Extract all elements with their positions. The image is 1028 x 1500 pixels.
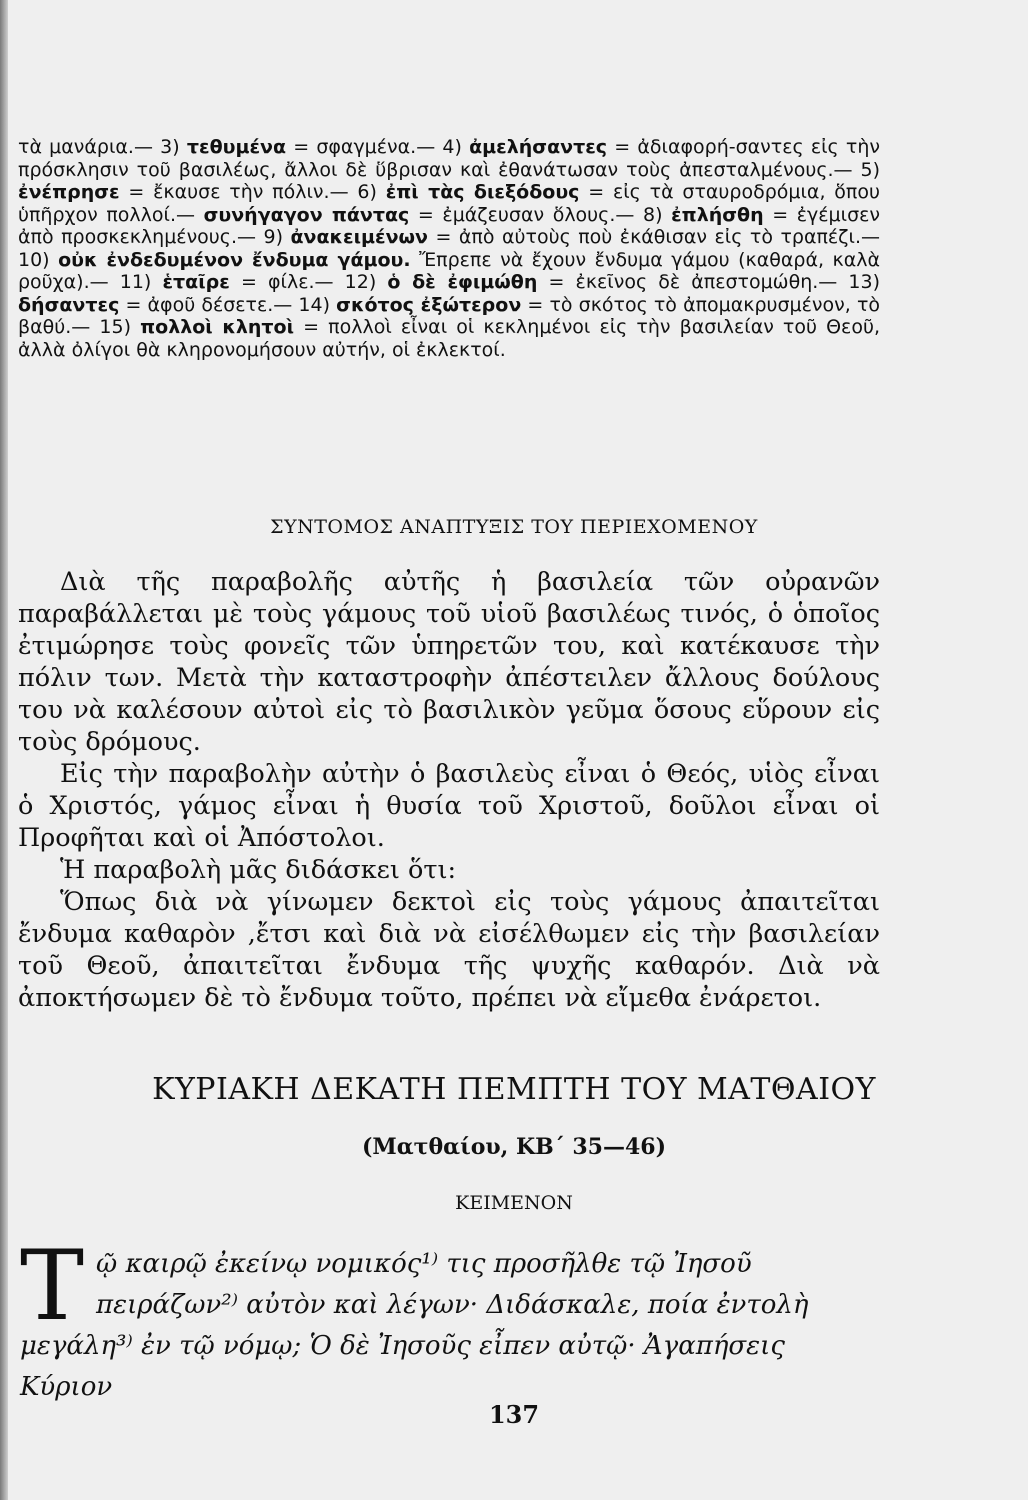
glossed-term: ὁ δὲ ἐφιμώθη [387,271,538,293]
glossed-term: ἐπὶ τὰς διεξόδους [385,181,580,203]
gloss-text: = ἀδιαφορή-σαντες εἰς τὴν πρόσκλησιν τοῦ βασιλέως, ἄλλοι δὲ ὕβρισαν καὶ ἐθανάτωσαν τοὺς ἀπεσταλμένους.— 5) [18,136,880,181]
summary-body [18,566,880,1014]
glossed-term: ἀμελήσαντες [469,136,608,158]
glossed-term: τεθυμένα [186,136,287,158]
glossed-term: δήσαντες [18,293,120,316]
gloss-text: = ἐγέμισεν ἀπὸ προσκεκλημένους.— 9) [18,203,880,248]
gloss-text: = εἰς τὰ σταυροδρόμια, ὅπου ὑπῆρχον πολλοί.— [18,181,880,226]
gospel-body: ῷ καιρῷ ἐκείνῳ νομικός¹⁾ τις προσῆλθε τῷ Ἰησοῦ πειράζων²⁾ αὐτὸν καὶ λέγων· Διδάσκαλε, ποία ἐντολὴ μεγάλη³⁾ ἐν τῷ νόμῳ; Ὁ δὲ Ἰησοῦς εἶπεν αὐτῷ· Ἀγαπήσεις Κύριον [20,1249,809,1402]
gloss-text: = ἀφοῦ δέσετε.— 14) [119,293,337,316]
summary-paragraph: Εἰς τὴν παραβολὴν αὐτὴν ὁ βασιλεὺς εἶναι ὁ Θεός, υἱὸς εἶναι ὁ Χριστός, γάμος εἶναι ἡ θυσία τοῦ Χριστοῦ, δοῦλοι εἶναι οἱ Προφῆται καὶ οἱ Ἀπόστολοι. [18,759,880,853]
gloss-text: τὰ μανάρια.— 3) [18,136,187,158]
gloss-text: = πολλοὶ εἶναι οἱ κεκλημένοι εἰς τὴν βασιλείαν τοῦ Θεοῦ, ἀλλὰ ὀλίγοι θὰ κληρονομήσουν αὐτήν, οἱ ἐκλεκτοί. [18,316,880,361]
gloss-text: = ἐκεῖνος δὲ ἀπεστομώθη.— 13) [537,271,881,293]
summary-paragraph: Ὅπως διὰ νὰ γίνωμεν δεκτοὶ εἰς τοὺς γάμους ἀπαιτεῖται ἔνδυμα καθαρὸν ,ἔτσι καὶ διὰ νὰ εἰσέλθωμεν εἰς τὴν βασιλείαν τοῦ Θεοῦ, ἀπαιτεῖται ἔνδυμα τῆς ψυχῆς καθαρόν. Διὰ νὰ ἀποκτήσωμεν δὲ τὸ ἔνδυμα τοῦτο, πρέπει νὰ εἴμεθα ἐνάρετοι. [18,887,880,1013]
glossed-term: πολλοὶ κλητοὶ [140,316,295,338]
summary-title: ΣΥΝΤΟΜΟΣ ΑΝΑΠΤΥΞΙΣ ΤΟΥ ΠΕΡΙΕΧΟΜΕΝΟΥ [270,516,758,538]
page-binding-edge [0,0,8,1500]
gloss-text: = ἐμάζευσαν ὅλους.— 8) [409,203,672,226]
explanatory-notes [18,136,880,361]
gospel-reference: (Ματθαίου, ΚΒ΄ 35—46) [361,1134,666,1160]
chapter-title: ΚΥΡΙΑΚΗ ΔΕΚΑΤΗ ΠΕΜΠΤΗ ΤΟΥ ΜΑΤΘΑΙΟΥ [152,1072,876,1107]
gloss-text: = φίλε.— 12) [229,271,388,293]
gloss-text: = σφαγμένα.— 4) [286,136,470,158]
gloss-text: = ἀπὸ αὐτοὺς ποὺ ἐκάθισαν εἰς τὸ τραπέζι.— 10) [18,226,880,271]
gloss-text: Ἔπρεπε νὰ ἔχουν ἔνδυμα γάμου (καθαρά, καλὰ ροῦχα).— 11) [18,248,881,293]
summary-paragraph: Διὰ τῆς παραβολῆς αὐτῆς ἡ βασιλεία τῶν οὐρανῶν παραβάλλεται μὲ τοὺς γάμους τοῦ υἱοῦ βασιλέως τινός, ὁ ὁποῖος ἐτιμώρησε τοὺς φονεῖς τῶν ὑπηρετῶν του, καὶ κατέκαυσε τὴν πόλιν των. Μετὰ τὴν καταστροφὴν ἀπέστειλεν ἄλλους δούλους του νὰ καλέσουν αὐτοὶ εἰς τὸ βασιλικὸν γεῦμα ὅσους εὕρουν εἰς τοὺς δρόμους. [18,567,880,757]
glossed-term: ἀνακειμένων [290,226,428,248]
glossed-term: ἑταῖρε [162,271,230,293]
drop-cap: Τ [20,1230,85,1342]
glossed-term: οὐκ ἐνδεδυμένον ἔνδυμα γάμου. [58,248,411,271]
gloss-text: = ἔκαυσε τὴν πόλιν.— 6) [119,181,386,203]
summary-paragraph: Ἡ παραβολὴ μᾶς διδάσκει ὅτι: [60,855,457,885]
gloss-text: = τὸ σκότος τὸ ἀπομακρυσμένον, τὸ βαθύ.— 15) [18,293,881,338]
gospel-text [20,1230,880,1408]
glossed-term: σκότος ἐξώτερον [336,293,522,316]
page-number: 137 [488,1400,540,1429]
glossed-term: ἐπλήσθη [671,203,764,226]
glossed-term: ἐνέπρησε [18,181,120,203]
glossed-term: συνήγαγον πάντας [203,203,410,226]
section-label: ΚΕΙΜΕΝΟΝ [455,1192,573,1214]
